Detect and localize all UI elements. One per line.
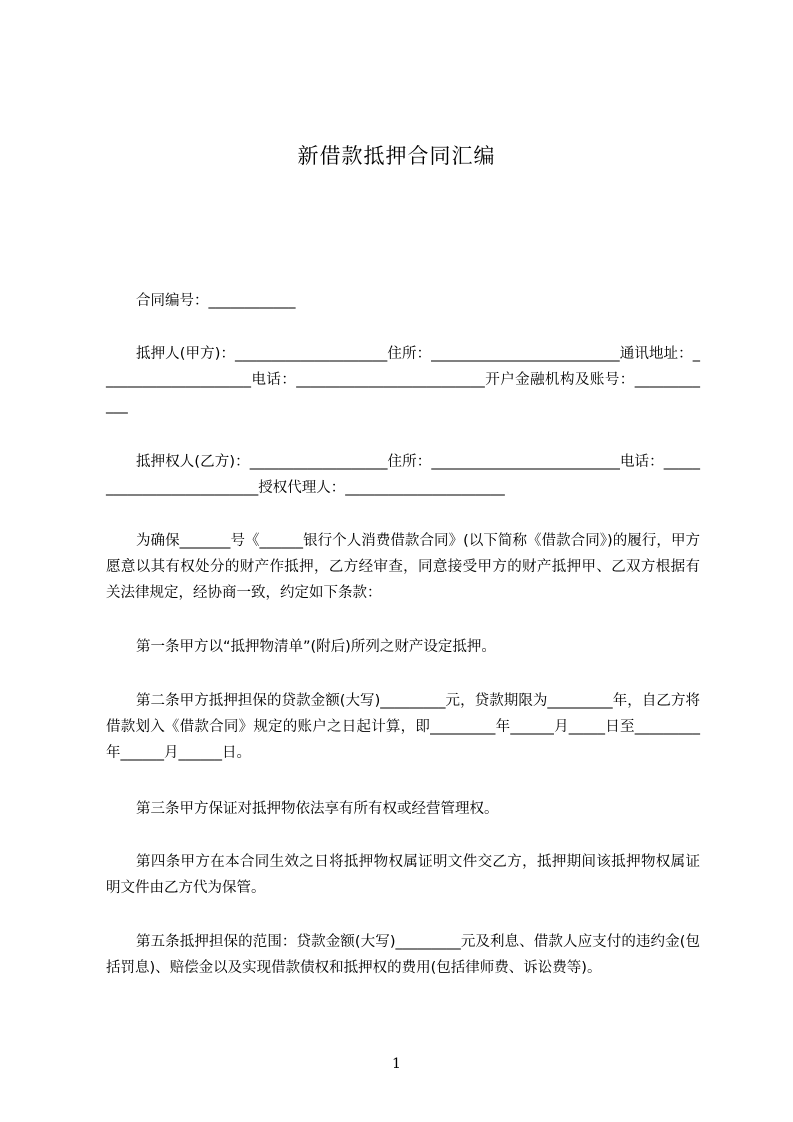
article-4-paragraph: 第四条甲方在本合同生效之日将抵押物权属证明文件交乙方，抵押期间该抵押物权属证明文件由乙方代为保管。 (106, 854, 700, 896)
preamble-paragraph: 为确保_______号《______银行个人消费借款合同》(以下简称《借款合同》)的履行，甲方愿意以其有权处分的财产作抵押，乙方经审查，同意接受甲方的财产抵押甲、乙双方根据有关法律规定，经协商一致，约定如下条款： (106, 533, 700, 601)
page-number: 1 (392, 1056, 401, 1072)
article-3-paragraph: 第三条甲方保证对抵押物依法享有所有权或经营管理权。 (136, 801, 499, 817)
article-2-paragraph: 第二条甲方抵押担保的贷款金额(大写)_________元，贷款期限为_________年，自乙方将借款划入《借款合同》规定的账户之日起计算，即_________年______月_____日至_________年______月______日。 (106, 693, 700, 761)
mortgagee-paragraph: 抵押权人(乙方)：___________________住所：__________________________电话：__________________________授权代理人：______________________ (106, 454, 700, 496)
article-5-paragraph: 第五条抵押担保的范围：贷款金额(大写)_________元及利息、借款人应支付的违约金(包括罚息)、赔偿金以及实现借款债权和抵押权的费用(包括律师费、诉讼费等)。 (106, 934, 700, 976)
contract-number-paragraph: 合同编号：____________ (136, 293, 296, 309)
document-title: 新借款抵押合同汇编 (297, 144, 496, 168)
mortgagor-paragraph: 抵押人(甲方)：_____________________住所：__________________________通讯地址：_____________________电话：__________________________开户金融机构及账号：____________ (106, 346, 700, 414)
article-1-paragraph: 第一条甲方以“抵押物清单”(附后)所列之财产设定抵押。 (136, 639, 496, 655)
